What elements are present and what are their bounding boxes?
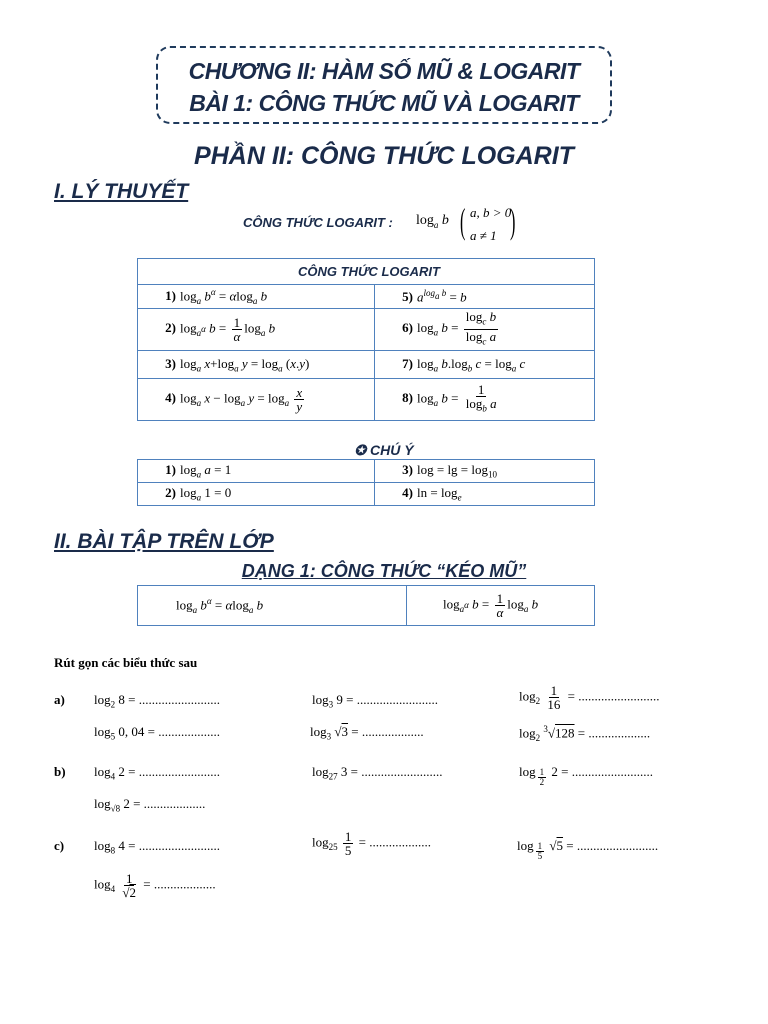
definition-label: CÔNG THỨC LOGARIT : <box>243 215 393 230</box>
exercise-b-3: log $_{\frac{1}{2}}$ 2 = ......................... <box>519 764 653 788</box>
formula-8: 8) $\log_a b$ = $\frac{1}{\log_b a}$ <box>375 379 595 421</box>
formula-2: 2) $\log_{a^\alpha} b$ = $\frac{1}{\alpha}$ $\log_a b$ <box>138 309 375 351</box>
formula-7: 7) $\log_a b.\log_b$ $c = \log_a c$ <box>375 351 595 379</box>
condition-2: a ≠ 1 <box>470 228 497 243</box>
section-exercises-title: II. BÀI TẬP TRÊN LỚP <box>54 530 274 553</box>
exercise-b-2: $\log_{27} 3$ = ......................... <box>312 764 443 782</box>
exercise-b-4: $\log_{√8} 2$ = ................... <box>94 796 206 814</box>
brace-right: ) <box>510 201 516 241</box>
note-1: 1) $\log_a a = 1$ <box>138 460 375 483</box>
note-title: ✪ CHÚ Ý <box>354 442 414 458</box>
chapter-title: CHƯƠNG II: HÀM SỐ MŨ & LOGARIT <box>188 58 580 84</box>
formula-6: 6) $\log_a b$ = $\frac{\log_c b}{\log_c a}$ <box>375 309 595 351</box>
exercise-c-2: $\log_{25}$ $\frac{1}{5}$ = ................... <box>312 829 431 858</box>
exercise-label-b: b) <box>54 764 66 779</box>
dang1-title: DẠNG 1: CÔNG THỨC “KÉO MŨ” <box>241 561 527 581</box>
formula-table-header: CÔNG THỨC LOGARIT <box>138 259 595 285</box>
note-2: 2) $\log_a 1 = 0$ <box>138 483 375 506</box>
formula-5: 5) $a^{log_a b} = b$ <box>375 285 595 309</box>
dang1-formula-1: $\log_a b^\alpha = \alpha\log_a$ b <box>138 586 407 626</box>
exercise-a-1: $\log_2 8$ = ......................... <box>94 692 220 710</box>
brace-left: ( <box>460 201 466 241</box>
note-3: 3) $\log = \lg = \log_{10}$ <box>375 460 595 483</box>
exercise-a-6: $\log_2 ^3√128$ = ................... <box>519 724 651 743</box>
formula-table <box>137 258 595 421</box>
dang1-table <box>137 585 595 626</box>
section-theory-title: I. LÝ THUYẾT <box>54 180 189 203</box>
title-box <box>156 46 612 124</box>
part-title: PHẦN II: CÔNG THỨC LOGARIT <box>194 142 574 170</box>
exercise-a-3: $\log_2$ $\frac{1}{16}$ = ......................... <box>519 683 660 712</box>
condition-1: a, b > 0 <box>470 205 512 220</box>
note-4: 4) $\ln = \log_e$ <box>375 483 595 506</box>
exercise-label-a: a) <box>54 692 65 707</box>
exercise-c-3: log $_{\frac{1}{5}}$ √5 = ......................... <box>517 838 659 862</box>
formula-3: 3) $\log_a x+\log_a$ $y = \log_a (x.y)$ <box>138 351 375 379</box>
definition-expr: $\log_a b$ <box>416 213 449 230</box>
formula-4: 4) $\log_a x - \log_a y = \log_a$ $\frac{x}{y}$ <box>138 379 375 421</box>
lesson-title: BÀI 1: CÔNG THỨC MŨ VÀ LOGARIT <box>189 90 579 116</box>
exercise-c-4: $\log_4$ $\frac{1}{√2}$ = ................... <box>94 871 216 900</box>
exercise-a-4: $\log_5 0$, 04 = ................... <box>94 724 220 742</box>
exercise-b-1: $\log_4 2$ = ......................... <box>94 764 220 782</box>
exercise-c-1: $\log_8 4$ = ......................... <box>94 838 220 856</box>
exercise-a-2: $\log_3 9$ = ......................... <box>312 692 438 710</box>
formula-1: 1) $\log_a b^\alpha = \alpha\log_a$ b <box>138 285 375 309</box>
exercise-a-5: $\log_3 √3$ = ................... <box>310 724 424 742</box>
dang1-formula-2: $\log_{a^\alpha} b$ = $\frac{1}{\alpha}$ $\log_a b$ <box>407 586 595 626</box>
exercise-prompt: Rút gọn các biểu thức sau <box>54 655 198 670</box>
note-table <box>137 459 595 506</box>
exercise-label-c: c) <box>54 838 65 853</box>
